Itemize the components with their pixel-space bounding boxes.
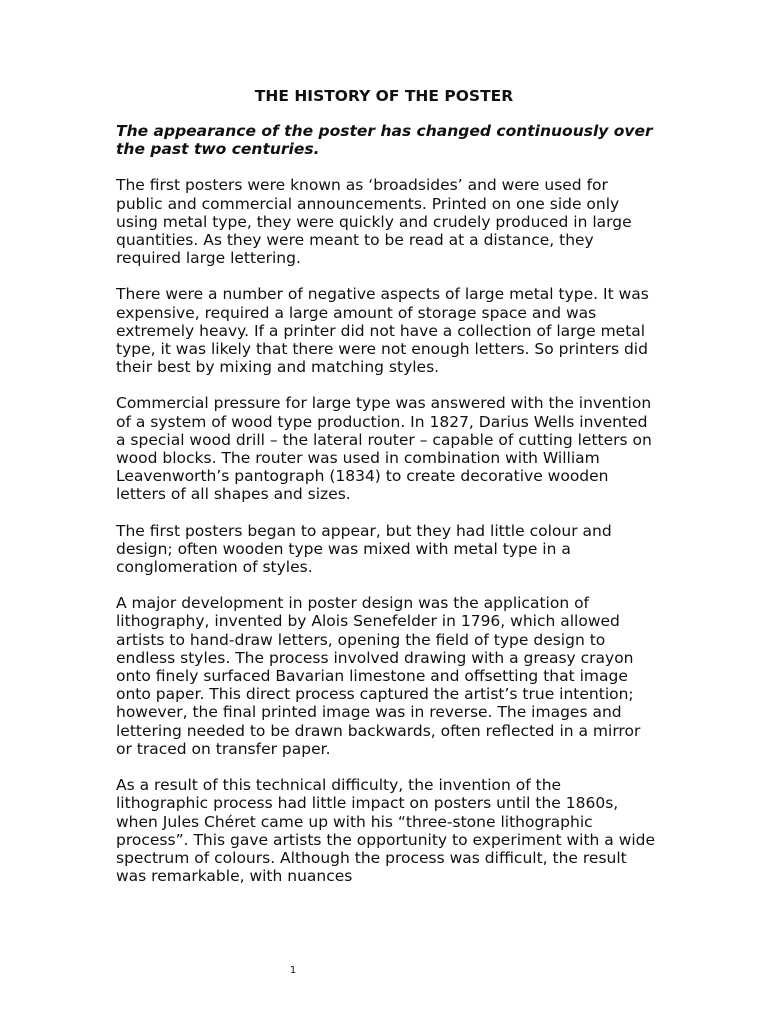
paragraph-first-posters: The first posters began to appear, but they had little colour and design; often wooden type was mixed with metal type in a conglomeration of styles. <box>116 521 612 577</box>
page-number: 1 <box>289 965 297 976</box>
document-body <box>116 122 656 903</box>
document-subtitle: The appearance of the poster has changed continuously over the past two centuries. <box>116 122 653 159</box>
paragraph-broadsides: The first posters were known as ‘broadsides’ and were used for public and commercial announcements. Printed on one side only using metal type, they were quickly and crudely produced in large quantities. As they were meant to be read at a distance, they required large lettering. <box>116 176 632 268</box>
paragraph-wood-type: Commercial pressure for large type was answered with the invention of a system of wood type production. In 1827, Darius Wells invented a special wood drill – the lateral router – capable of cutting letters on wood blocks. The router was used in combination with William Leavenworth’s pantograph (1834) to create decorative wooden letters of all shapes and sizes. <box>116 394 652 504</box>
document-title: THE HISTORY OF THE POSTER <box>254 87 514 105</box>
paragraph-three-stone: As a result of this technical difficulty, the invention of the lithographic process had little impact on posters until the 1860s, when Jules Chéret came up with his “three-stone lithographic process”. This gave artists the opportunity to experiment with a wide spectrum of colours. Although the process was difficult, the result was remarkable, with nuances <box>116 776 656 886</box>
paragraph-metal-type: There were a number of negative aspects of large metal type. It was expensive, required a large amount of storage space and was extremely heavy. If a printer did not have a collection of large metal type, it was likely that there were not enough letters. So printers did their best by mixing and matching styles. <box>116 285 649 377</box>
paragraph-lithography: A major development in poster design was the application of lithography, invented by Alois Senefelder in 1796, which allowed artists to hand-draw letters, opening the field of type design to endless styles. The process involved drawing with a greasy crayon onto finely surfaced Bavarian limestone and offsetting that image onto paper. This direct process captured the artist’s true intention; however, the final printed image was in reverse. The images and lettering needed to be drawn backwards, often reflected in a mirror or traced on transfer paper. <box>116 594 641 758</box>
